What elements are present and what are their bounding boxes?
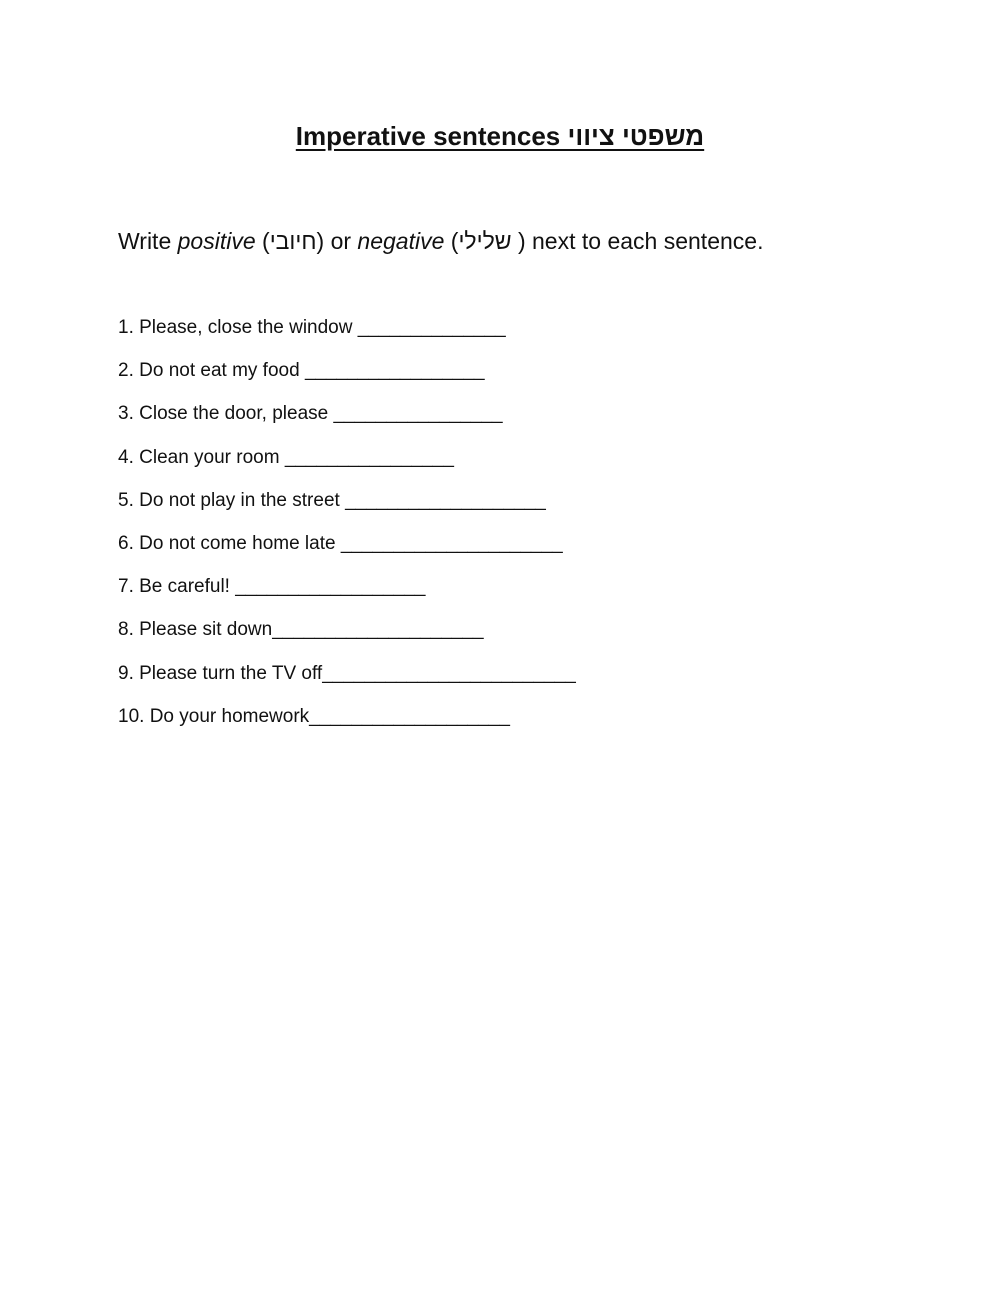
instruction-pre: Write xyxy=(118,228,178,254)
sentence-item-4: 4. Clean your room ________________ xyxy=(118,446,454,468)
instruction-mid: or xyxy=(324,228,358,254)
positive-hebrew: (חיובי) xyxy=(255,228,325,254)
sentence-item-7: 7. Be careful! __________________ xyxy=(118,576,426,598)
sentence-list xyxy=(118,312,576,744)
sentence-item-6: 6. Do not come home late _____________________ xyxy=(118,532,563,554)
sentence-item-8: 8. Please sit down____________________ xyxy=(118,619,484,641)
sentence-item-9: 9. Please turn the TV off________________________ xyxy=(118,662,576,684)
sentence-item-5: 5. Do not play in the street ___________________ xyxy=(118,489,546,511)
negative-hebrew: (שלילי ) xyxy=(444,228,526,254)
positive-word: positive xyxy=(177,228,256,254)
instruction-text xyxy=(118,223,763,259)
worksheet-title: Imperative sentences משפטי ציווי xyxy=(295,121,705,151)
negative-word: negative xyxy=(357,228,445,254)
instruction-post: next to each sentence. xyxy=(525,228,764,254)
sentence-item-2: 2. Do not eat my food _________________ xyxy=(118,360,485,382)
sentence-item-10: 10. Do your homework___________________ xyxy=(118,705,510,727)
sentence-item-1: 1. Please, close the window ______________ xyxy=(118,317,506,338)
sentence-item-3: 3. Close the door, please ________________ xyxy=(118,403,503,425)
